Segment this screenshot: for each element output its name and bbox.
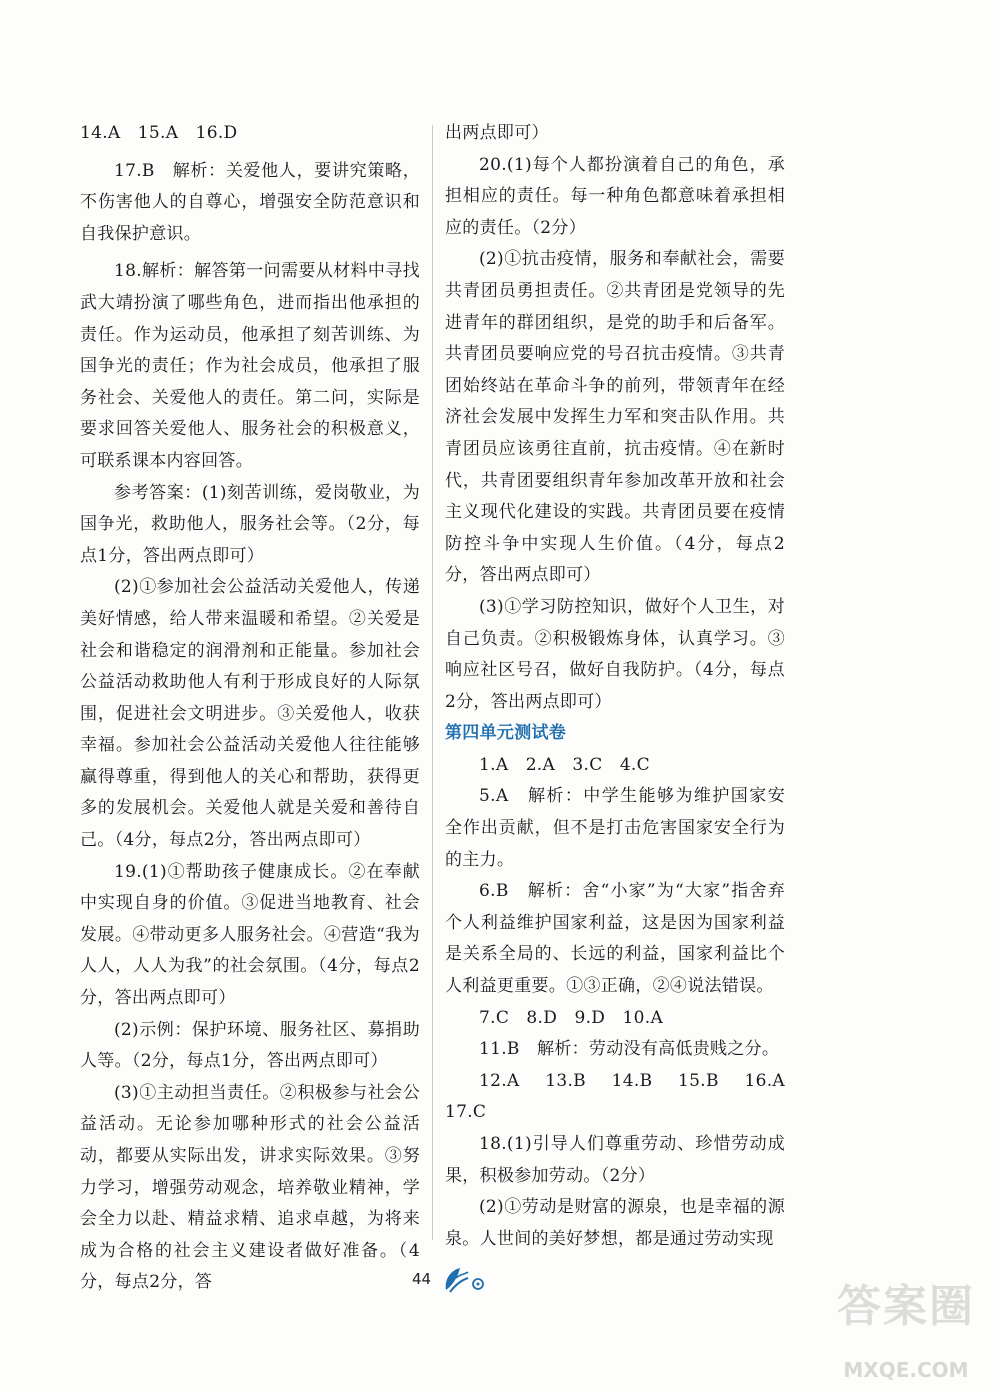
column-divider [432,125,433,1240]
watermark-logo [826,1262,986,1382]
answer-paragraph: 参考答案：(1)刻苦训练，爱岗敬业，为国争光，救助他人，服务社会等。（2分，每点1分，答出两点即可） [80,482,420,566]
answer-paragraph: (2)①抗击疫情，服务和奉献社会，需要共青团员勇担责任。②共青团是党领导的先进青年的群团组织，是党的助手和后备军。共青团员要响应党的号召抗击疫情。③共青团始终站在革命斗争的前列，带领青年在经济社会发展中发挥生力军和突击队作用。共青团员应该勇往直前，抗击疫情。④在新时代，共青团要组织青年参加改革开放和社会主义现代化建设的实践。共青团员要在疫情防控斗争中实现人生价值。（4分，每点2分，答出两点即可） [445,249,785,586]
answer-line: 7.C 8.D 9.D 10.A [479,1007,664,1028]
answer-paragraph: 20.(1)每个人都扮演着自己的角色，承担相应的责任。每一种角色都意味着承担相应的责任。（2分） [445,154,785,238]
answer-paragraph: 6.B 解析：舍“小家”为“大家”指舍弃个人利益维护国家利益，这是因为国家利益是关系全局的、长远的利益，国家利益比个人利益更重要。①③正确，②④说法错误。 [445,881,785,997]
answer-line: 12.A 13.B 14.B 15.B 16.A 17.C [445,1070,803,1123]
answer-line: 1.A 2.A 3.C 4.C [479,754,650,775]
page-number: 44 [412,1270,432,1288]
leaf-ornament-icon [440,1264,490,1296]
left-column [80,118,420,1299]
answer-paragraph: (2)①参加社会公益活动关爱他人，传递美好情感，给人带来温暖和希望。②关爱是社会和谐稳定的润滑剂和正能量。参加社会公益活动救助他人有利于形成良好的人际氛围，促进社会文明进步。③关爱他人，收获幸福。参加社会公益活动关爱他人往往能够赢得尊重，得到他人的关心和帮助，获得更多的发展机会。关爱他人就是关爱和善待自己。（4分，每点2分，答出两点即可） [80,577,420,851]
answer-line: 11.B 解析：劳动没有高低贵贱之分。 [479,1039,780,1060]
right-column [445,118,803,1255]
answer-paragraph: 18.(1)引导人们尊重劳动、珍惜劳动成果，积极参加劳动。（2分） [445,1134,785,1186]
answer-paragraph: (2)①劳动是财富的源泉，也是幸福的源泉。人世间的美好梦想，都是通过劳动实现 [445,1197,785,1249]
answer-paragraph: 18.解析：解答第一问需要从材料中寻找武大靖扮演了哪些角色，进而指出他承担的责任。作为运动员，他承担了刻苦训练、为国争光的责任；作为社会成员，他承担了服务社会、关爱他人的责任。第二问，实际是要求回答关爱他人、服务社会的积极意义，可联系课本内容回答。 [80,261,420,471]
watermark-main: 答案圈 [837,1281,975,1332]
answer-paragraph: (2)示例：保护环境、服务社区、募捐助人等。（2分，每点1分，答出两点即可） [80,1019,420,1072]
answer-line: 出两点即可） [445,123,549,143]
section-title: 第四单元测试卷 [445,723,567,744]
answer-paragraph: 17.B 解析：关爱他人，要讲究策略，不伤害他人的自尊心，增强安全防范意识和自我保护意识。 [80,160,420,244]
answer-paragraph: 5.A 解析：中学生能够为维护国家安全作出贡献，但不是打击危害国家安全行为的主力。 [445,786,785,870]
answer-line: 14.A 15.A 16.D [80,123,238,143]
answer-paragraph: (3)①学习防控知识，做好个人卫生，对自己负责。②积极锻炼身体，认真学习。③响应社区号召，做好自我防护。（4分，每点2分，答出两点即可） [445,596,785,712]
watermark-url: MXQE.COM [843,1358,969,1382]
answer-paragraph: (3)①主动担当责任。②积极参与社会公益活动。无论参加哪种形式的社会公益活动，都要从实际出发，讲求实际效果。③努力学习，增强劳动观念，培养敬业精神，学会全力以赴、精益求精、追求卓越，为将来成为合格的社会主义建设者做好准备。（4分，每点2分，答 [80,1082,420,1293]
answer-paragraph: 19.(1)①帮助孩子健康成长。②在奉献中实现自身的价值。③促进当地教育、社会发展。④带动更多人服务社会。④营造“我为人人，人人为我”的社会氛围。（4分，每点2分，答出两点即可） [80,861,420,1009]
